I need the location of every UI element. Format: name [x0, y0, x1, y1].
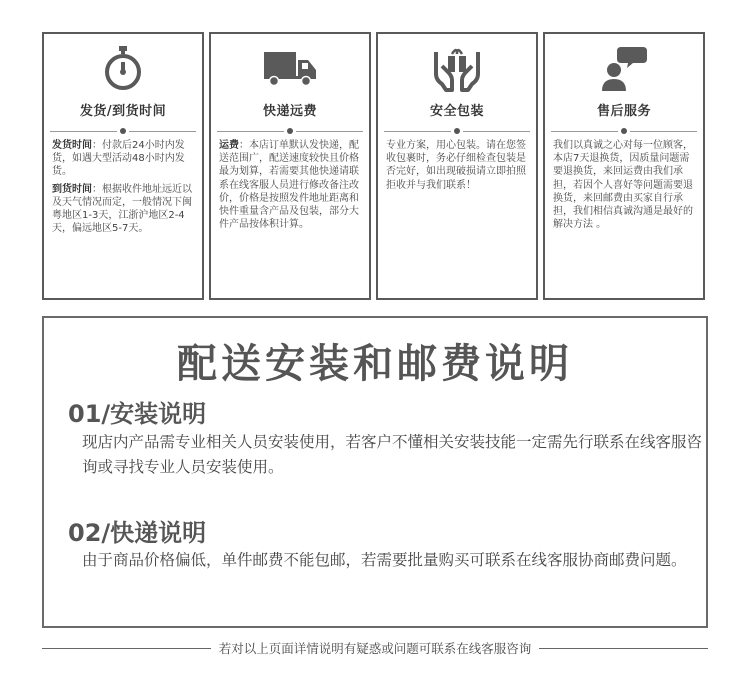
card-paragraph: 到货时间：根据收件地址远近以及天气情况而定，一般情况下闽粤地区1-3天，江浙沪地区2-4天，偏远地区5-7天。	[52, 183, 192, 235]
divider	[50, 124, 196, 138]
info-card-shipping-time	[42, 32, 204, 300]
card-body	[52, 139, 194, 239]
divider	[539, 648, 708, 649]
section-title-install: 01/安装说明	[68, 400, 207, 428]
card-title: 发货/到货时间	[79, 104, 167, 119]
card-body	[386, 139, 528, 196]
divider	[217, 124, 363, 138]
section-body-install: 现店内产品需专业相关人员安装使用，若客户不懂相关安装技能一定需先行联系在线客服咨询或寻找专业人员安装使用。	[82, 433, 703, 476]
divider	[551, 124, 697, 138]
card-title: 快递远费	[262, 104, 317, 119]
card-paragraph: 我们以真诚之心对每一位顾客，本店7天退换货，因质量问题需要退换货，来回运费由我们承担，若因个人喜好等问题需要退换货，来回邮费由买家自行承担，我们相信真诚沟通是最好的解决方法 。	[553, 140, 693, 231]
info-card-shipping-fee	[209, 32, 371, 300]
stopwatch-icon	[44, 42, 202, 94]
delivery-truck-icon	[211, 42, 369, 94]
card-paragraph: 运费：本店订单默认发快递，配送范围广，配送速度较快且价格最为划算，若需要其他快递请联系在线客服人员进行修改备注改价，价格是按照发件地址距离和快件重量含产品及包装，部分大件产品按体积计算。	[219, 140, 359, 231]
page-title: 配送安装和邮费说明	[177, 341, 573, 387]
section-body-express: 由于商品价格偏低，单件邮费不能包邮，若需要批量购买可联系在线客服协商邮费问题。	[82, 551, 687, 569]
card-paragraph: 专业方案，用心包装。请在您签收包裹时，务必仔细检查包装是否完好，如出现破损请立即拍照拒收并与我们联系！	[386, 140, 526, 191]
divider	[42, 648, 211, 649]
info-card-after-sales	[543, 32, 705, 300]
delivery-install-notice	[42, 316, 708, 628]
card-body	[219, 139, 361, 235]
footer-note	[42, 638, 708, 658]
info-card-packaging	[376, 32, 538, 300]
hands-package-icon	[378, 42, 536, 94]
card-title: 售后服务	[596, 104, 651, 119]
card-body	[553, 139, 695, 235]
customer-service-icon	[545, 42, 703, 94]
footer-text: 若对以上页面详情说明有疑惑或问题可联系在线客服咨询	[218, 641, 532, 656]
card-paragraph: 发货时间：付款后24小时内发货，如遇大型活动48小时内发货。	[52, 140, 185, 178]
section-title-express: 02/快递说明	[68, 519, 207, 547]
card-title: 安全包装	[429, 104, 484, 119]
divider	[384, 124, 530, 138]
